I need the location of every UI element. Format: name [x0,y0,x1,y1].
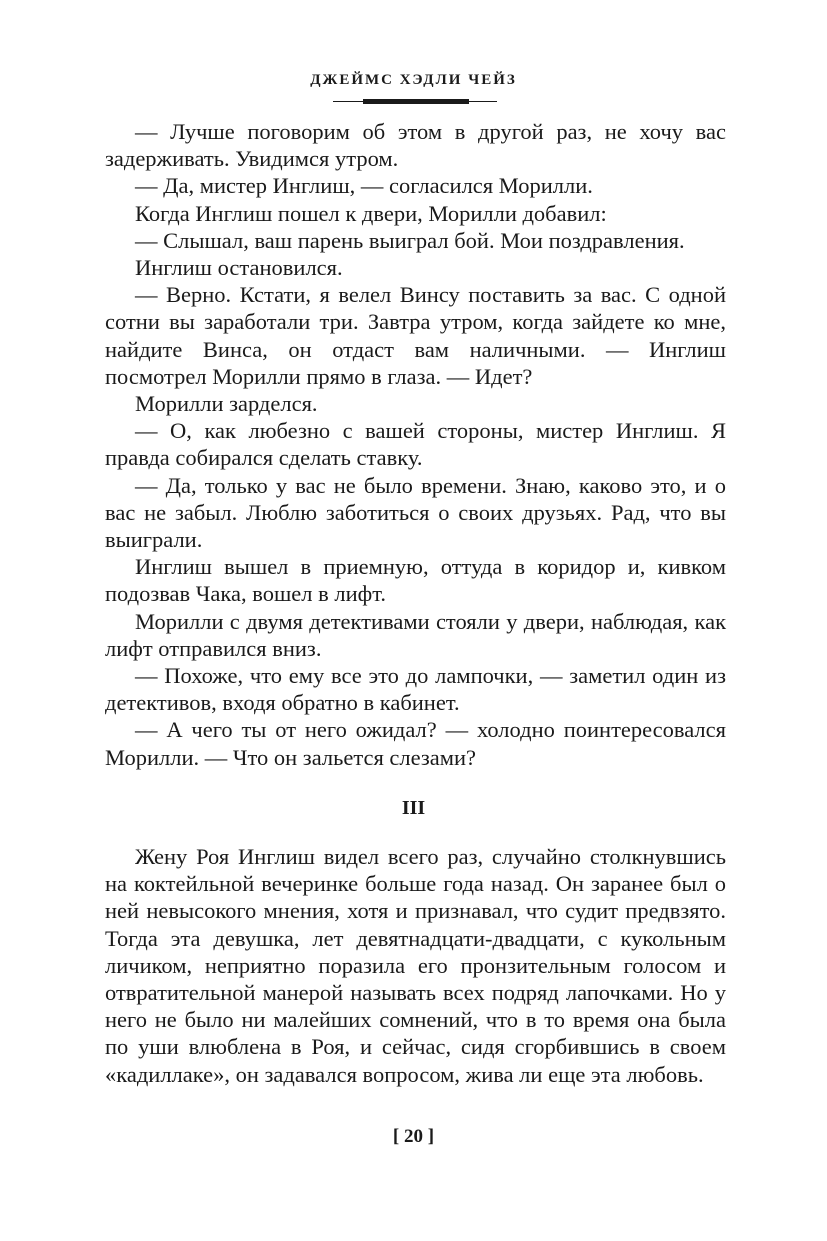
paragraph: — Верно. Кстати, я велел Винсу поставить за вас. С одной сотни вы заработали три. Завтра утром, когда зайдете ко мне, найдите Винса, он отдаст вам наличными. — Инглиш посмотрел Морилли прямо в глаза. — Идет? [105,282,726,389]
paragraph: Морилли с двумя детективами стояли у двери, наблюдая, как лифт отправился вниз. [105,608,726,661]
header-rule-accent [363,99,469,104]
paragraph: — Да, мистер Инглиш, — согласился Морилли. [135,173,593,199]
paragraph: Жену Роя Инглиш видел всего раз, случайно столкнувшись на коктейльной вечеринке больше года назад. Он заранее был о ней невысокого мнения, хотя и признавал, что судит предвзято. Тогда эта девушка, лет девятнадцати-двадцати, с кукольным личиком, неприятно поразила его пронзительным голосом и отвратительной манерой называть всех подряд лапочками. Но у него не было ни малейших сомнений, что в то время она была по уши влюблена в Роя, и сейчас, сидя сгорбившись в своем «кадиллаке», он задавался вопросом, жива ли еще эта любовь. [105,844,726,1087]
paragraph: Морилли зарделся. [135,391,318,417]
running-header: ДЖЕЙМС ХЭДЛИ ЧЕЙЗ [310,72,517,88]
paragraph: — Лучше поговорим об этом в другой раз, не хочу вас задерживать. Увидимся утром. [105,119,726,172]
paragraph: — А чего ты от него ожидал? — холодно поинтересовался Морилли. — Что он зальется слезами? [105,717,726,770]
page-number: [ 20 ] [392,1126,435,1147]
paragraph: Инглиш остановился. [135,255,343,281]
paragraph: Инглиш вышел в приемную, оттуда в коридор и, кивком подозвав Чака, вошел в лифт. [105,554,726,607]
section-text-block [105,843,726,1088]
dialogue-block [105,118,726,771]
paragraph: — Похоже, что ему все это до лампочки, — заметил один из детективов, входя обратно в кабинет. [105,663,726,716]
section-heading: III [401,797,426,819]
paragraph: Когда Инглиш пошел к двери, Морилли добавил: [135,200,607,226]
paragraph: — О, как любезно с вашей стороны, мистер Инглиш. Я правда собирался сделать ставку. [105,418,726,471]
paragraph: — Да, только у вас не было времени. Знаю, каково это, и о вас не забыл. Люблю заботиться о своих друзьях. Рад, что вы выиграли. [105,472,726,553]
paragraph: — Слышал, ваш парень выиграл бой. Мои поздравления. [135,227,685,253]
